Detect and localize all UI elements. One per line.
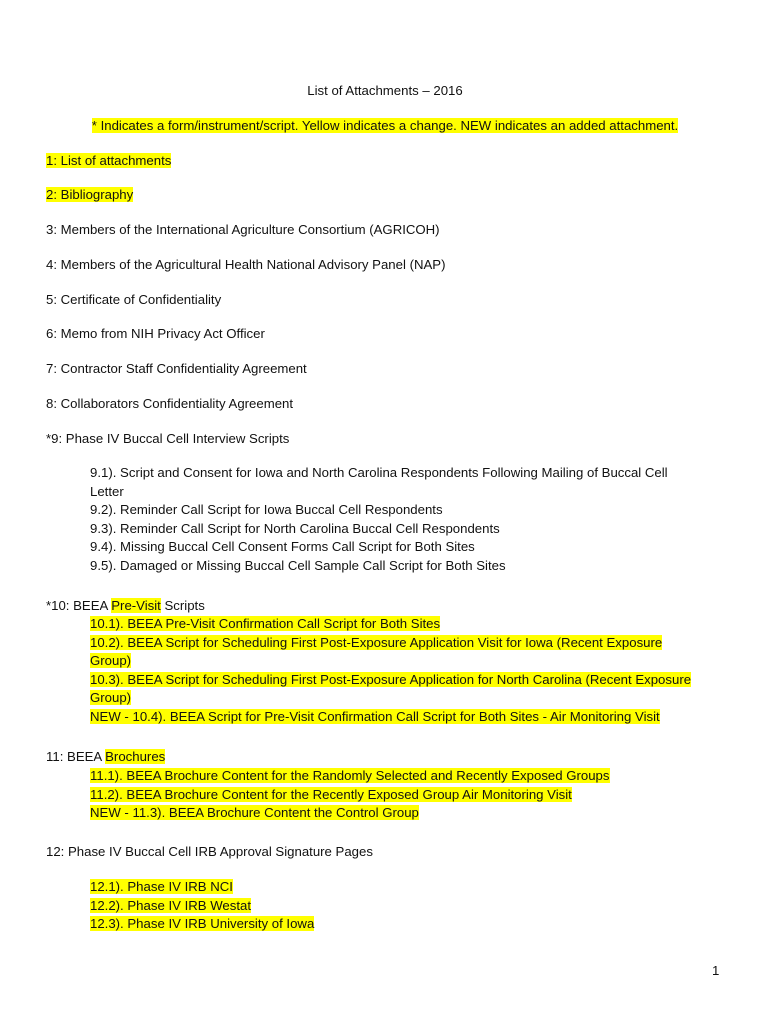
- attachment-item-3: 3: Members of the International Agriculture Consortium (AGRICOH): [46, 222, 440, 237]
- item-10-subitems: [90, 615, 700, 727]
- attachment-item-5: 5: Certificate of Confidentiality: [46, 292, 222, 307]
- page-number: 1: [712, 963, 720, 978]
- subitem-9-4: 9.4). Missing Buccal Cell Consent Forms Call Script for Both Sites: [90, 539, 475, 555]
- attachment-item-7: 7: Contractor Staff Confidentiality Agreement: [46, 361, 307, 376]
- legend-note-text: * Indicates a form/instrument/script. Yellow indicates a change. NEW indicates an added attachment.: [91, 118, 679, 133]
- subitem-9-2: 9.2). Reminder Call Script for Iowa Buccal Cell Respondents: [90, 502, 443, 518]
- subitem-12-3: 12.3). Phase IV IRB University of Iowa: [90, 916, 315, 932]
- attachment-item-4: 4: Members of the Agricultural Health National Advisory Panel (NAP): [46, 257, 446, 272]
- subitem-10-1: 10.1). BEEA Pre-Visit Confirmation Call Script for Both Sites: [90, 616, 441, 631]
- subitem-9-1: 9.1). Script and Consent for Iowa and North Carolina Respondents Following Mailing of Buccal Cell Letter: [90, 465, 668, 499]
- subitem-12-2: 12.2). Phase IV IRB Westat: [90, 897, 252, 913]
- subitem-12-1: 12.1). Phase IV IRB NCI: [90, 879, 233, 894]
- attachment-item-6: 6: Memo from NIH Privacy Act Officer: [46, 326, 265, 341]
- item-11-subitems: [90, 767, 700, 823]
- subitem-11-3: NEW - 11.3). BEEA Brochure Content the Control Group: [90, 805, 419, 821]
- subitem-10-4: NEW - 10.4). BEEA Script for Pre-Visit Confirmation Call Script for Both Sites - Air Monitoring Visit: [90, 708, 660, 724]
- attachment-item-12: 12: Phase IV Buccal Cell IRB Approval Signature Pages: [46, 844, 373, 859]
- attachment-item-2: 2: Bibliography: [46, 187, 134, 202]
- subitem-11-1: 11.1). BEEA Brochure Content for the Randomly Selected and Recently Exposed Groups: [90, 768, 610, 783]
- document-title: List of Attachments – 2016: [307, 83, 463, 98]
- attachment-item-1: 1: List of attachments: [46, 153, 172, 168]
- subitem-9-3: 9.3). Reminder Call Script for North Carolina Buccal Cell Respondents: [90, 520, 500, 536]
- subitem-11-2: 11.2). BEEA Brochure Content for the Recently Exposed Group Air Monitoring Visit: [90, 786, 572, 802]
- subitem-10-3: 10.3). BEEA Script for Scheduling First Post-Exposure Application for North Carolina (Recent Exposure Group): [90, 671, 692, 706]
- subitem-9-5: 9.5). Damaged or Missing Buccal Cell Sample Call Script for Both Sites: [90, 557, 506, 573]
- attachment-item-9: *9: Phase IV Buccal Cell Interview Scripts: [46, 431, 290, 446]
- subitem-10-2: 10.2). BEEA Script for Scheduling First Post-Exposure Application Visit for Iowa (Recent Exposure Group): [90, 634, 663, 669]
- item-9-subitems: [90, 464, 700, 576]
- legend-note: [0, 117, 770, 136]
- attachment-item-8: 8: Collaborators Confidentiality Agreement: [46, 396, 294, 411]
- item-12-subitems: [90, 878, 700, 934]
- attachment-item-10: *10: BEEA Pre-Visit Scripts: [46, 598, 205, 613]
- attachment-item-11: 11: BEEA Brochures: [46, 749, 166, 764]
